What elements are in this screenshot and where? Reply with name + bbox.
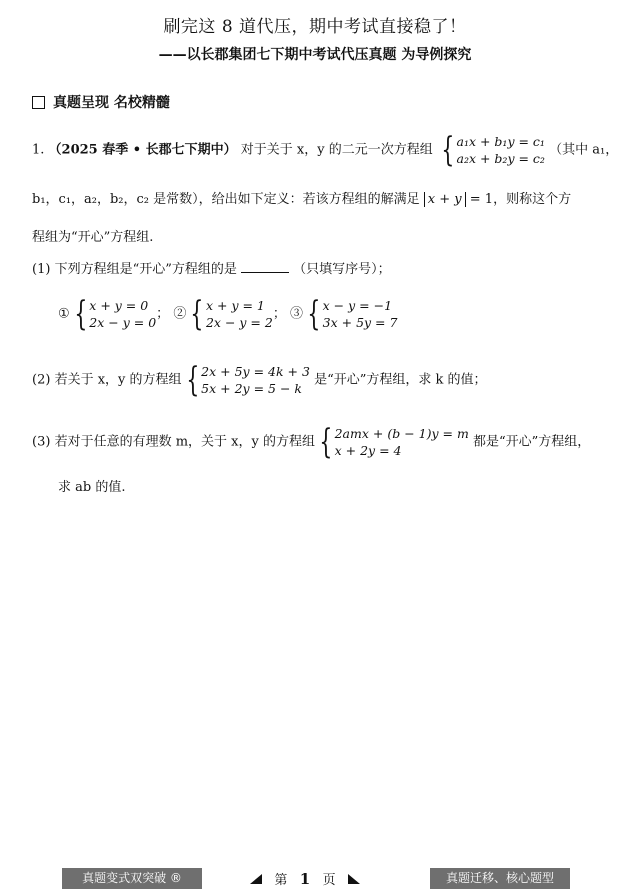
page-title: 刷完这 8 道代压，期中考试直接稳了！ — [163, 17, 467, 37]
definition-text-b: = 1，则称这个方 — [469, 192, 572, 207]
problem-intro-b: （其中 a₁， — [549, 142, 619, 158]
q3-label: (3) — [32, 434, 51, 450]
left-brace-icon: { — [307, 294, 321, 334]
left-brace-icon: { — [319, 422, 333, 462]
problem-number: 1. — [32, 142, 45, 158]
left-brace-icon: { — [73, 294, 87, 334]
option-3-eq1: x − y = −1 — [322, 298, 393, 313]
main-equation-system — [437, 130, 545, 170]
q3-text: 若对于任意的有理数 m，关于 x，y 的方程组 — [54, 434, 315, 450]
q2-system — [182, 360, 310, 400]
left-brace-icon: { — [185, 360, 199, 400]
prev-page-icon[interactable] — [250, 874, 262, 884]
definition-text: b₁，c₁，a₂，b₂，c₂ 是常数），给出如下定义：若该方程组的解满足 — [32, 192, 420, 207]
q1-label: (1) — [32, 262, 51, 277]
option-1-eq2: 2x − y = 0 — [89, 315, 157, 330]
option-2-system — [186, 294, 273, 334]
q2-text: 若关于 x，y 的方程组 — [54, 372, 182, 388]
footer-right-tag: 真题迁移、核心题型 — [430, 868, 570, 889]
option-1-eq1: x + y = 0 — [89, 298, 149, 313]
question-1 — [32, 260, 391, 280]
problem-source: （2025 春季 • 长郡七下期中） — [48, 142, 237, 158]
q3-eq1: 2amx + (b − 1)y = m — [334, 426, 469, 441]
q2-label: (2) — [32, 372, 51, 388]
q1-hint: （只填写序号）； — [293, 262, 391, 277]
option-mark-3: ③ — [289, 306, 303, 322]
q1-options — [58, 294, 397, 334]
section-heading — [32, 92, 170, 112]
page-number: 1 — [299, 869, 311, 888]
problem-intro: 对于关于 x，y 的二元一次方程组 — [240, 142, 433, 158]
option-2-eq1: x + y = 1 — [205, 298, 265, 313]
question-3 — [32, 422, 590, 462]
option-sep: ； — [272, 306, 286, 322]
problem-line-3: 程组为“开心”方程组. — [32, 230, 154, 245]
problem-line-1 — [32, 130, 618, 170]
left-brace-icon: { — [190, 294, 204, 334]
main-eq-2: a₂x + b₂y = c₂ — [456, 151, 545, 166]
q2-eq2: 5x + 2y = 5 − k — [201, 381, 302, 396]
page-suffix: 页 — [322, 873, 336, 888]
next-page-icon[interactable] — [348, 874, 360, 884]
q3-eq2: x + 2y = 4 — [334, 443, 402, 458]
answer-blank[interactable] — [241, 260, 289, 273]
absolute-value-expr: x + y — [424, 192, 466, 207]
page-indicator — [250, 869, 360, 888]
q3-line-2: 求 ab 的值. — [58, 480, 126, 495]
option-2-eq2: 2x − y = 2 — [205, 315, 273, 330]
section-heading-text: 真题呈现 名校精髓 — [53, 95, 170, 111]
q3-text-b: 都是“开心”方程组， — [472, 434, 591, 450]
option-3-eq2: 3x + 5y = 7 — [322, 315, 398, 330]
footer-left-tag: 真题变式双突破 ® — [62, 868, 202, 889]
option-mark-2: ② — [173, 306, 187, 322]
question-2 — [32, 360, 487, 400]
q1-text: 下列方程组是“开心”方程组的是 — [54, 262, 237, 277]
option-sep: ； — [156, 306, 170, 322]
main-eq-1: a₁x + b₁y = c₁ — [456, 134, 545, 149]
q3-system — [315, 422, 469, 462]
left-brace-icon: { — [441, 130, 455, 170]
option-1-system — [70, 294, 157, 334]
page-subtitle: ——以长郡集团七下期中考试代压真题 为导例探究 — [158, 47, 472, 63]
q2-text-b: 是“开心”方程组，求 k 的值； — [314, 372, 487, 388]
option-mark-1: ① — [58, 306, 70, 322]
option-3-system — [303, 294, 397, 334]
checkbox-square-icon — [32, 96, 45, 109]
page-prefix: 第 — [274, 873, 288, 888]
q2-eq1: 2x + 5y = 4k + 3 — [201, 364, 310, 379]
problem-line-2 — [32, 190, 571, 210]
